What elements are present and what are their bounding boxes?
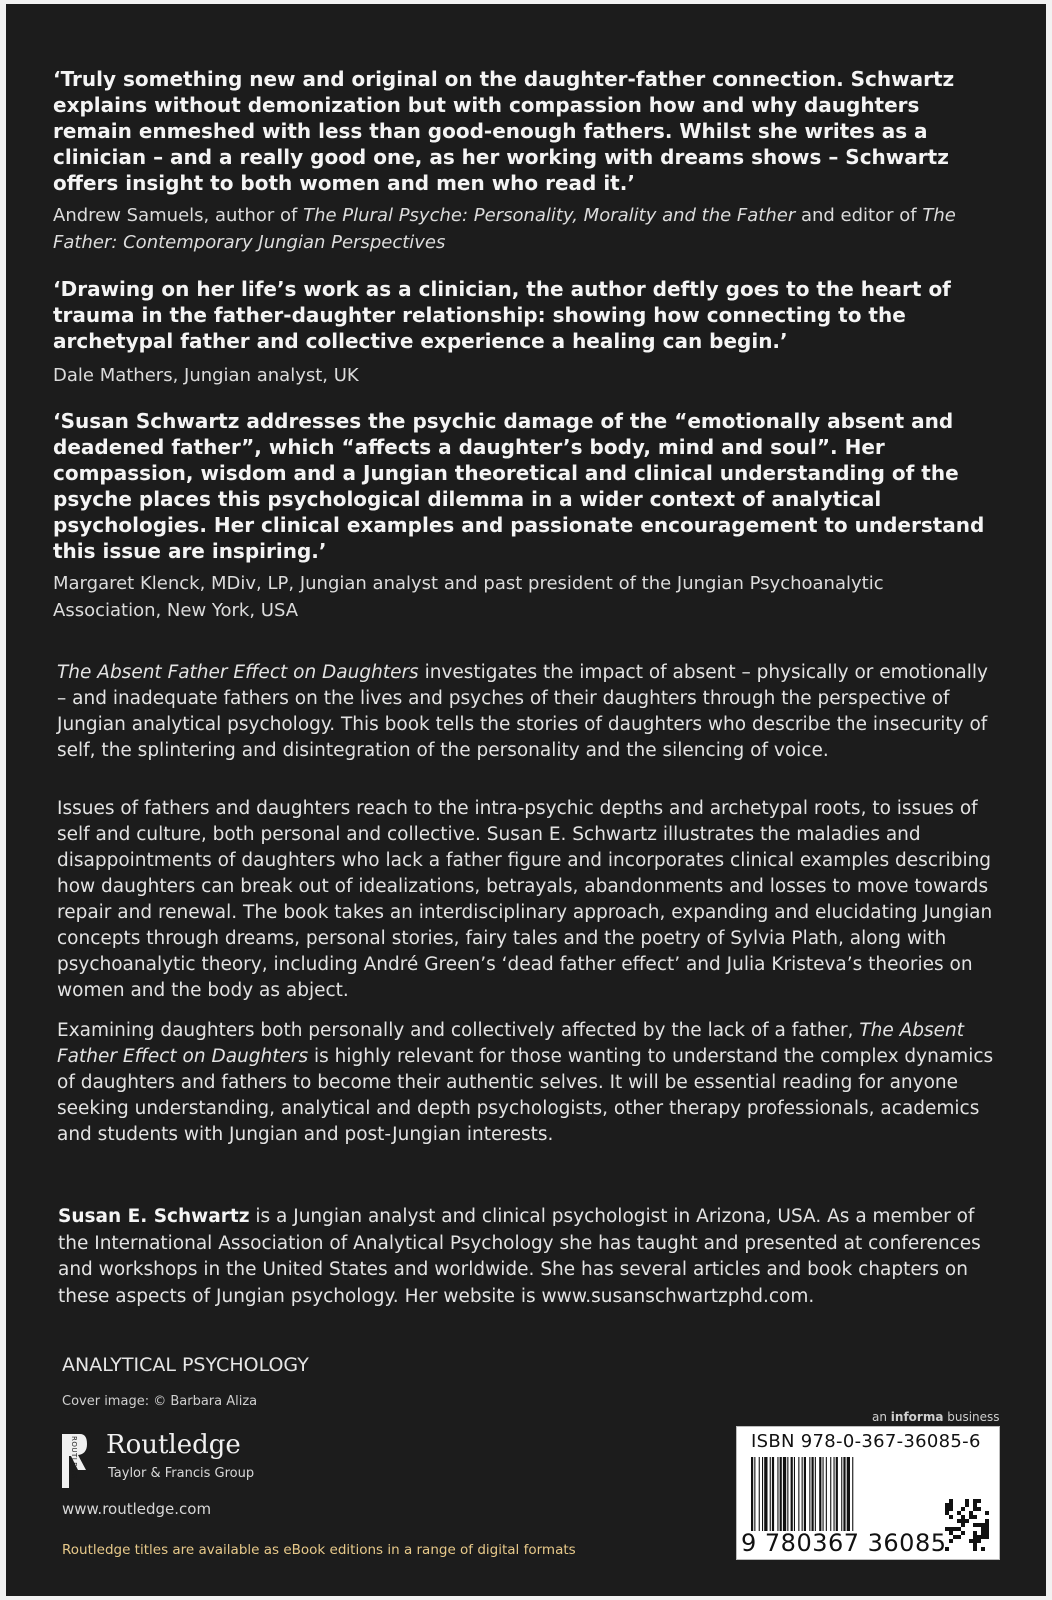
qr-module — [969, 1515, 973, 1519]
barcode-bar — [815, 1457, 816, 1531]
qr-module — [981, 1523, 985, 1527]
qr-module — [973, 1531, 977, 1535]
qr-module — [949, 1539, 953, 1543]
barcode-bar — [783, 1457, 786, 1531]
qr-module — [961, 1523, 965, 1527]
qr-module — [973, 1499, 977, 1503]
barcode-digits: 9 780367 36085 — [741, 1529, 947, 1557]
qr-module — [953, 1535, 957, 1539]
informa-name: informa — [890, 1410, 944, 1424]
barcode-bar — [777, 1457, 778, 1531]
qr-module — [985, 1511, 989, 1515]
barcode-bar — [770, 1457, 771, 1531]
qr-module — [957, 1535, 961, 1539]
qr-module — [957, 1511, 961, 1515]
qr-module — [985, 1535, 989, 1539]
book-title: The Absent Father Effect on Daughters — [57, 662, 419, 683]
barcode-bar — [836, 1457, 838, 1531]
barcode-bar — [852, 1457, 853, 1531]
qr-module — [977, 1535, 981, 1539]
qr-module — [981, 1527, 985, 1531]
qr-module — [981, 1547, 985, 1551]
review-attribution-3: Margaret Klenck, MDiv, LP, Jungian analyst and past president of the Jungian Psychoanalytic Association, New York, USA — [53, 573, 884, 621]
isbn-barcode — [736, 1426, 1000, 1560]
attribution-book-title: The Plural Psyche: Personality, Morality and the Father — [303, 205, 796, 226]
qr-module — [973, 1543, 977, 1547]
barcode-bars — [751, 1457, 941, 1531]
barcode-bar — [809, 1457, 810, 1531]
qr-module — [977, 1499, 981, 1503]
qr-module — [973, 1535, 977, 1539]
barcode-bar — [798, 1457, 799, 1531]
qr-module — [961, 1531, 965, 1535]
review-quote-3: ‘Susan Schwartz addresses the psychic damage of the “emotionally absent and deadened father”, which “affects a daughter’s body, mind and soul”. Her compassion, wisdom and a Jungian theoretical and clinical understanding of the psyche places this psychological dilemma in a wider context of analytical psychologies. Her clinical examples and passionate encouragement to understand this issue are inspiring.’ — [53, 409, 985, 563]
review-attribution-1 — [53, 202, 993, 256]
barcode-bar — [787, 1457, 788, 1531]
qr-module — [985, 1531, 989, 1535]
book-title: The Absent Father Effect on Daughters — [57, 1020, 965, 1067]
barcode-bar — [794, 1457, 795, 1531]
author-bio — [58, 1204, 1003, 1310]
barcode-bar — [823, 1457, 824, 1531]
qr-module — [977, 1523, 981, 1527]
qr-module — [977, 1507, 981, 1511]
barcode-bar — [830, 1457, 831, 1531]
logo-vertical-text: ROUTLEDGE — [70, 1436, 78, 1484]
ebook-availability-note: Routledge titles are available as eBook editions in a range of digital formats — [62, 1542, 576, 1558]
qr-module — [949, 1515, 953, 1519]
attribution-prefix: Andrew Samuels, author of — [53, 205, 304, 226]
qr-module — [953, 1527, 957, 1531]
qr-module — [957, 1519, 961, 1523]
qr-module — [973, 1515, 977, 1519]
qr-module — [945, 1507, 949, 1511]
qr-module — [957, 1527, 961, 1531]
publisher-logo — [58, 1432, 288, 1492]
barcode-bar — [819, 1457, 821, 1531]
barcode-bar — [847, 1457, 850, 1531]
barcode-bar — [780, 1457, 782, 1531]
back-cover — [6, 4, 1046, 1596]
qr-module — [949, 1503, 953, 1507]
description-paragraph-1 — [57, 660, 1002, 764]
qr-module — [949, 1531, 953, 1535]
subject-category: ANALYTICAL PSYCHOLOGY — [62, 1354, 309, 1376]
qr-module — [973, 1507, 977, 1511]
qr-module — [985, 1523, 989, 1527]
review-attribution-2: Dale Mathers, Jungian analyst, UK — [53, 365, 359, 386]
review-quote-2: ‘Drawing on her life’s work as a clinician, the author deftly goes to the heart of trauma in the father-daughter relationship: showing how connecting to the archetypal father and collective experience a healing can begin.’ — [53, 277, 951, 353]
barcode-bar — [843, 1457, 845, 1531]
attribution-mid: and editor of — [795, 205, 923, 226]
qr-module — [985, 1527, 989, 1531]
qr-module — [965, 1499, 969, 1503]
barcode-bar — [772, 1457, 774, 1531]
barcode-bar — [841, 1457, 842, 1531]
barcode-bar — [791, 1457, 793, 1531]
qr-module — [973, 1523, 977, 1527]
barcode-bar — [826, 1457, 827, 1531]
qr-module — [981, 1535, 985, 1539]
qr-module — [945, 1503, 949, 1507]
qr-module — [961, 1507, 965, 1511]
description-text: is highly relevant for those wanting to understand the complex dynamics of daughters and fathers to become their authentic selves. It will be essential reading for anyone seeking understanding, analytical and depth psychologists, other therapy professionals, academics and students with Jungian and post-Jungian interests. — [57, 1046, 994, 1145]
informa-suffix: business — [943, 1410, 1000, 1424]
qr-module — [949, 1507, 953, 1511]
qr-module — [977, 1539, 981, 1543]
author-name: Susan E. Schwartz — [58, 1206, 250, 1227]
qr-module — [973, 1503, 977, 1507]
attribution-book-title: The Father: Contemporary Jungian Perspectives — [53, 205, 956, 253]
barcode-bar — [759, 1457, 760, 1531]
review-quote-1: ‘Truly something new and original on the daughter-father connection. Schwartz explains without demonization but with compassion how and why daughters remain enmeshed with less than good-enough fathers. Whilst she writes as a clinician – and a really good one, as her working with dreams shows – Schwartz offers insight to both women and men who read it.’ — [53, 67, 955, 195]
qr-module — [981, 1531, 985, 1535]
qr-module — [973, 1547, 977, 1551]
description-text: investigates the impact of absent – physically or emotionally – and inadequate fathers on the lives and psyches of their daughters through the perspective of Jungian analytical psychology. This book tells the stories of daughters who describe the insecurity of self, the splintering and disintegration of the personality and the silencing of voice. — [57, 662, 988, 761]
publisher-name: Routledge — [106, 1430, 241, 1460]
description-paragraph-2: Issues of fathers and daughters reach to the intra-psychic depths and archetypal roots, to issues of self and culture, both personal and collective. Susan E. Schwartz illustrates the maladies and disappointments of daughters who lack a father figure and incorporates clinical examples describing how daughters can break out of idealizations, betrayals, abandonments and losses to move towards repair and renewal. The book takes an interdisciplinary approach, expanding and elucidating Jungian concepts through dreams, personal stories, fairy tales and the poetry of Sylvia Plath, along with psychoanalytic theory, including André Green’s ‘dead father effect’ and Julia Kristeva’s theories on women and the body as abject. — [57, 798, 993, 1001]
barcode-bar — [754, 1457, 755, 1531]
barcode-bar — [764, 1457, 767, 1531]
barcode-bar — [804, 1457, 806, 1531]
barcode-bar — [834, 1457, 835, 1531]
author-bio-text: is a Jungian analyst and clinical psychologist in Arizona, USA. As a member of the International Association of Analytical Psychology she has taught and presented at conferences and workshops in the United States and worldwide. She has several articles and book chapters on these aspects of Jungian psychology. Her website is www.susanschwartzphd.com. — [58, 1206, 981, 1307]
qr-module — [965, 1503, 969, 1507]
barcode-bar — [762, 1457, 763, 1531]
barcode-bar — [802, 1457, 803, 1531]
qr-module — [949, 1499, 953, 1503]
qr-module — [969, 1511, 973, 1515]
qr-module — [973, 1539, 977, 1543]
informa-tagline — [872, 1410, 1000, 1424]
qr-code-icon — [945, 1499, 989, 1551]
isbn-number: ISBN 978-0-367-36085-6 — [751, 1431, 981, 1452]
qr-module — [949, 1527, 953, 1531]
description-text: Examining daughters both personally and collectively affected by the lack of a father, — [57, 1020, 860, 1041]
qr-module — [961, 1515, 965, 1519]
informa-prefix: an — [872, 1410, 891, 1424]
qr-module — [969, 1539, 973, 1543]
barcode-bar — [812, 1457, 814, 1531]
cover-image-credit: Cover image: © Barbara Aliza — [62, 1394, 258, 1409]
publisher-group: Taylor & Francis Group — [108, 1466, 255, 1481]
publisher-website: www.routledge.com — [62, 1500, 212, 1518]
qr-module — [985, 1519, 989, 1523]
description-paragraph-3 — [57, 1018, 1002, 1148]
barcode-bar — [751, 1457, 753, 1531]
qr-module — [945, 1511, 949, 1515]
qr-module — [965, 1519, 969, 1523]
qr-module — [961, 1519, 965, 1523]
